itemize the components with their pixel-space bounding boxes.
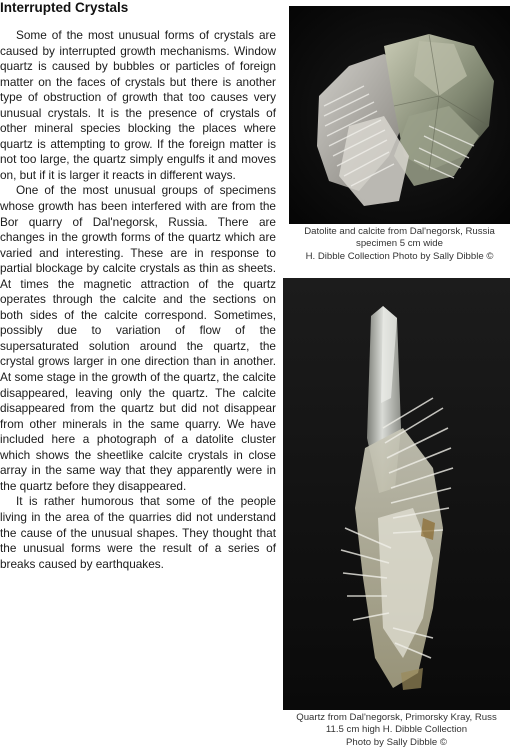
caption-line: 11.5 cm high H. Dibble Collection — [325, 724, 468, 736]
caption-line: Datolite and calcite from Dal'negorsk, Russia — [304, 226, 495, 237]
caption-line: H. Dibble Collection Photo by Sally Dibble © — [305, 250, 494, 262]
article-title: Interrupted Crystals — [0, 0, 129, 15]
paragraph-3: It is rather humorous that some of the people living in the area of the quarries did not understand the cause of the unusual shapes. They thought that the unusual forms were the result of a series of breaks caused by earthquakes. — [0, 494, 276, 571]
caption-line: specimen 5 cm wide — [356, 238, 443, 250]
photo-caption-quartz — [283, 712, 510, 749]
paragraph-1: Some of the most unusual forms of crystals are caused by interrupted growth mechanisms. Window quartz is caused by bubbles or particles of foreign matter on the faces of crystals but there is another type of obstruction of growth that too causes very unusual crystals. It is the presence of crystals of other mineral species blocking the places where quartz is attempting to grow. If the foreign matter is not too large, the quartz simply engulfs it and moves on, but if it is larger it reacts in different ways. — [0, 28, 276, 182]
photo-caption-datolite — [289, 226, 510, 263]
article-body — [0, 28, 276, 572]
datolite-calcite-photo — [289, 6, 510, 224]
quartz-crystal-photo — [283, 278, 510, 710]
paragraph-2: One of the most unusual groups of specimens whose growth has been interfered with are from the Bor quarry of Dal'negorsk, Russia. There are changes in the growth forms of the quartz which are varied and interesting. These are in response to partial blockage by calcite crystals as thin as sheets. At times the magnetic attraction of the quartz operates through the calcite and the sections on both sides of the calcite correspond. Sometimes, possibly due to variation of flow of the supersaturated solution around the quartz, the crystal grows larger in one direction than in another. At some stage in the growth of the quartz, the calcite disappeared, leaving only the quartz. The calcite disappeared from the quartz but did not disappear from other minerals in the same quarry. We have included here a photograph of a datolite cluster which shows the sheetlike calcite crystals in close array in the same way that they apparently were in the quartz before they disappeared. — [0, 183, 276, 493]
caption-line: Quartz from Dal'negorsk, Primorsky Kray, Russ — [296, 712, 497, 723]
caption-line: Photo by Sally Dibble © — [346, 736, 447, 748]
